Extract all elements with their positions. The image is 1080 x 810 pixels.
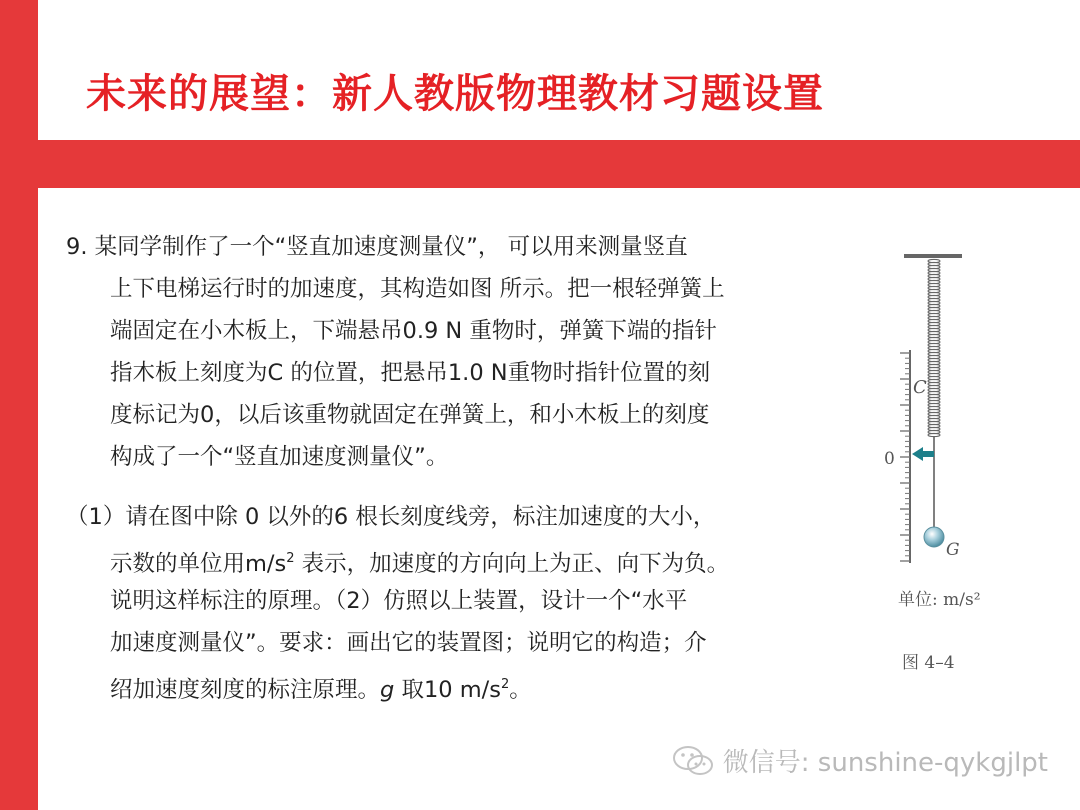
problem-text: 表示，加速度的方向向上为正、向下为负。	[294, 551, 730, 577]
problem-line: 端固定在小木板上，下端悬吊0.9 N 重物时，弹簧下端的指针	[110, 318, 717, 344]
left-accent-strip	[0, 0, 38, 810]
watermark-text: 微信号: sunshine-qykgjlpt	[722, 748, 1048, 778]
gravity-symbol: g	[380, 677, 395, 703]
slide-title: 未来的展望：新人教版物理教材习题设置	[86, 71, 824, 117]
header-band	[38, 140, 1080, 188]
scale-ticks	[900, 353, 910, 561]
spring-scale-figure	[876, 245, 1016, 675]
weight-ball	[924, 527, 944, 547]
spring-coil	[928, 259, 940, 436]
superscript: 2	[500, 677, 510, 692]
pointer-arrow	[912, 447, 934, 461]
problem-line: 上下电梯运行时的加速度，其构造如图 所示。把一根轻弹簧上	[110, 276, 725, 302]
problem-line: 加速度测量仪”。要求：画出它的装置图；说明它的构造；介	[110, 630, 707, 656]
problem-line	[66, 664, 729, 706]
problem-line: 构成了一个“竖直加速度测量仪”。	[110, 444, 449, 470]
problem-paragraph-2	[66, 496, 729, 706]
unit-label: 单位: m/s²	[898, 590, 981, 610]
wechat-icon	[671, 743, 715, 779]
superscript: 2	[286, 551, 295, 566]
problem-line	[66, 538, 729, 580]
watermark	[671, 742, 1048, 779]
spring-scale-diagram	[876, 245, 1016, 675]
problem-line: 度标记为0，以后该重物就固定在弹簧上，和小木板上的刻度	[110, 402, 710, 428]
label-g: G	[946, 540, 960, 560]
problem-line: （1）请在图中除 0 以外的6 根长刻度线旁，标注加速度的大小，	[66, 504, 716, 530]
problem-text: 取10 m/s	[394, 677, 501, 703]
problem-text: 示数的单位用m/s	[110, 551, 287, 577]
problem-text: 。	[509, 677, 532, 703]
problem-paragraph-1	[66, 226, 725, 478]
problem-text: 绍加速度刻度的标注原理。	[110, 677, 381, 703]
label-c: C	[913, 377, 927, 398]
problem-line: 指木板上刻度为C 的位置，把悬吊1.0 N重物时指针位置的刻	[110, 360, 711, 386]
label-zero: 0	[884, 449, 895, 469]
figure-caption: 图 4–4	[902, 653, 955, 673]
problem-line: 9. 某同学制作了一个“竖直加速度测量仪”， 可以用来测量竖直	[66, 234, 688, 260]
problem-line: 说明这样标注的原理。（2）仿照以上装置，设计一个“水平	[110, 588, 688, 614]
